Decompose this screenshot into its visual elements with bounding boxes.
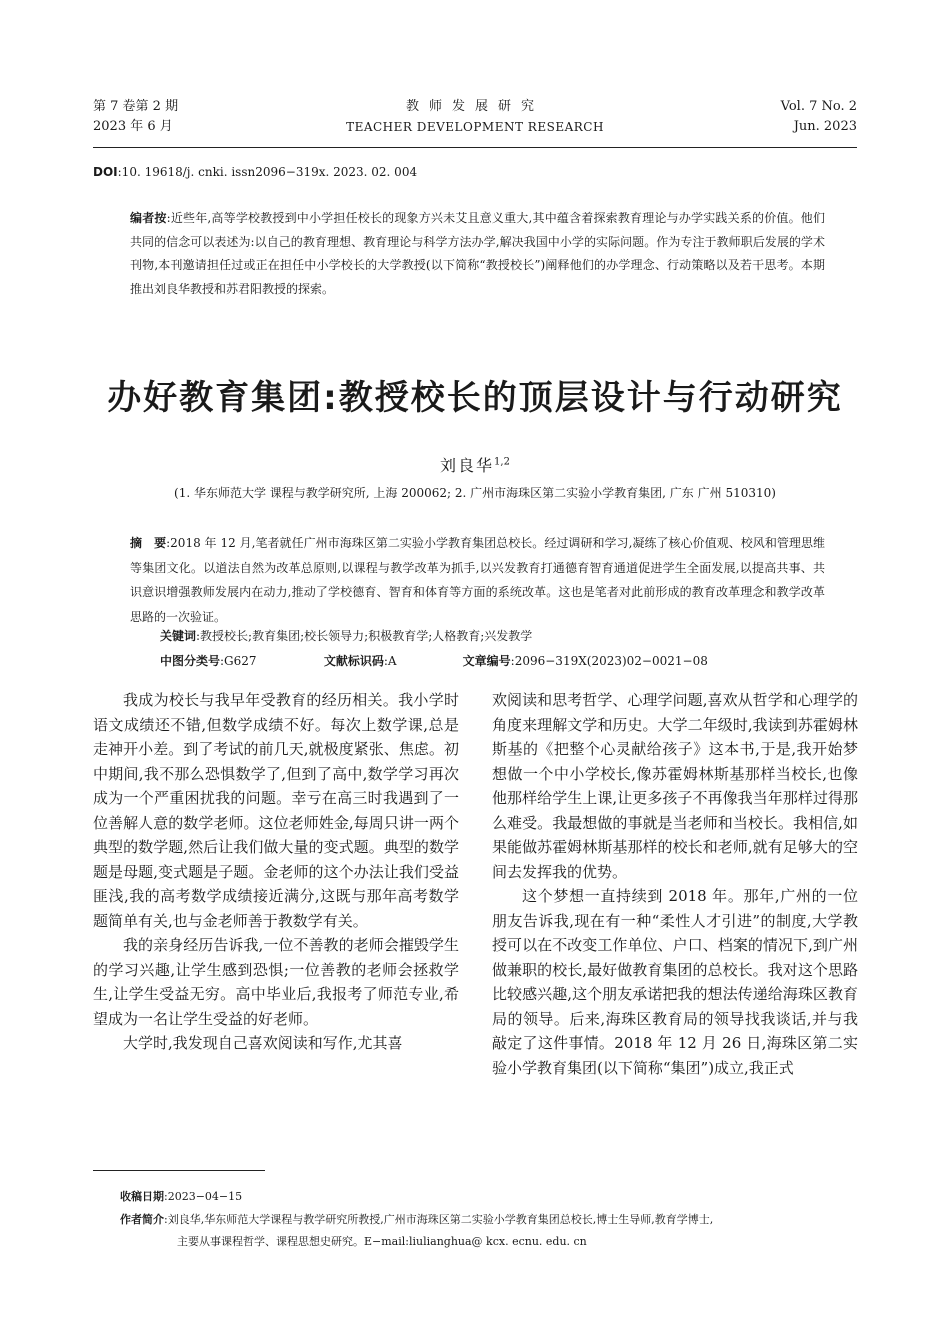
publication-date-en: Jun. 2023 bbox=[793, 119, 857, 134]
doi-line bbox=[93, 165, 417, 179]
received-date bbox=[120, 1186, 860, 1208]
art-label: 文章编号 bbox=[462, 654, 511, 668]
clc-value: :G627 bbox=[220, 654, 257, 668]
clc-code bbox=[160, 652, 320, 669]
author-bio-continued: 主要从事课程哲学、课程思想史研究。E−mail:liulianghua@ kcx. ecnu. edu. cn bbox=[177, 1235, 587, 1248]
affiliation: (1. 华东师范大学 课程与教学研究所, 上海 200062; 2. 广州市海珠区第二实验小学教育集团, 广东 广州 510310) bbox=[174, 486, 776, 500]
publication-date: 2023 年 6 月 bbox=[93, 119, 173, 134]
doc-value: :A bbox=[383, 654, 397, 668]
keywords-text: :教授校长;教育集团;校长领导力;积极教育学;人格教育;兴发教学 bbox=[196, 629, 533, 643]
volume-issue: 第 7 卷第 2 期 bbox=[93, 99, 179, 114]
body-paragraph: 欢阅读和思考哲学、心理学问题,喜欢从哲学和心理学的角度来理解文学和历史。大学二年级时,我读到苏霍姆林斯基的《把整个心灵献给孩子》这本书,于是,我开始梦想做一个中小学校长,像苏霍姆林斯基那样当校长,也像他那样给学生上课,让更多孩子不再像我当年那样过得那么难受。我最想做的事就是当老师和当校长。我相信,如果能做苏霍姆林斯基那样的校长和老师,就有足够大的空间去发挥我的优势。 bbox=[492, 691, 858, 881]
author bbox=[0, 453, 950, 476]
body-paragraph: 我的亲身经历告诉我,一位不善教的老师会摧毁学生的学习兴趣,让学生感到恐惧;一位善教的老师会拯救学生,让学生受益无穷。高中毕业后,我报考了师范专业,希望成为一名让学生受益的好老师。 bbox=[93, 936, 459, 1028]
doi-value: :10. 19618/j. cnki. issn2096−319x. 2023. 02. 004 bbox=[117, 165, 418, 179]
body-column-right bbox=[492, 688, 858, 1080]
body-column-left bbox=[93, 688, 459, 1056]
editor-note bbox=[130, 207, 825, 301]
doc-label: 文献标识码 bbox=[323, 654, 384, 668]
header-rule bbox=[93, 147, 857, 148]
volume-issue-en: Vol. 7 No. 2 bbox=[780, 99, 857, 114]
keywords-label: 关键词 bbox=[160, 629, 197, 643]
author-name: 刘良华 bbox=[440, 456, 495, 475]
abstract-text: :2018 年 12 月,笔者就任广州市海珠区第二实验小学教育集团总校长。经过调研和学习,凝练了核心价值观、校风和管理思维等集团文化。以道法自然为改革总原则,以课程与教学改革为抓手,以兴发教育打通德育智育通道促进学生全面发展,以提高共事、共识意识增强教师发展内在动力,推动了学校德育、智育和体育等方面的系统改革。这也是笔者对此前形成的教育改革理念和教学改革思路的一次验证。 bbox=[130, 536, 825, 624]
journal-title-cn: 教师发展研究 bbox=[405, 99, 544, 114]
author-affiliation-marker: 1,2 bbox=[494, 456, 510, 468]
keywords bbox=[160, 627, 532, 644]
body-paragraph: 这个梦想一直持续到 2018 年。那年,广州的一位朋友告诉我,现在有一种“柔性人才引进”的制度,大学教授可以在不改变工作单位、户口、档案的情况下,到广州做兼职的校长,最好做教育集团的总校长。我对这个思路比较感兴趣,这个朋友承诺把我的想法传递给海珠区教育局的领导。后来,海珠区教育局的领导找我谈话,并与我敲定了这件事情。2018 年 12 月 26 日,海珠区第二实验小学教育集团(以下简称“集团”)成立,我正式 bbox=[492, 887, 858, 1077]
editor-note-text: :近些年,高等学校教授到中小学担任校长的现象方兴未艾且意义重大,其中蕴含着探索教育理论与办学实践关系的价值。他们共同的信念可以表述为:以自己的教育理想、教育理论与科学方法办学,解决我国中小学的实际问题。作为专注于教师职后发展的学术刊物,本刊邀请担任过或正在担任中小学校长的大学教授(以下简称“教授校长”)阐释他们的办学理念、行动策略以及若干思考。本期推出刘良华教授和苏君阳教授的探索。 bbox=[130, 211, 825, 296]
article-number bbox=[463, 652, 708, 669]
author-bio bbox=[120, 1209, 860, 1231]
classification-line bbox=[160, 652, 825, 669]
body-paragraph: 大学时,我发现自己喜欢阅读和写作,尤其喜 bbox=[123, 1034, 403, 1052]
article-title: 办好教育集团:教授校长的顶层设计与行动研究 bbox=[107, 378, 843, 418]
editor-note-label: 编者按 bbox=[130, 211, 167, 225]
bio-label: 作者简介 bbox=[120, 1213, 164, 1226]
received-label: 收稿日期 bbox=[120, 1190, 164, 1203]
art-value: :2096−319X(2023)02−0021−08 bbox=[510, 654, 708, 668]
journal-title-en: TEACHER DEVELOPMENT RESEARCH bbox=[346, 120, 604, 134]
body-paragraph: 我成为校长与我早年受教育的经历相关。我小学时语文成绩还不错,但数学成绩不好。每次上数学课,总是走神开小差。到了考试的前几天,就极度紧张、焦虑。初中期间,我不那么恐惧数学了,但到了高中,数学学习再次成为一个严重困扰我的问题。幸亏在高三时我遇到了一位善解人意的数学老师。这位老师姓金,每周只讲一两个典型的数学题,然后让我们做大量的变式题。典型的数学题是母题,变式题是子题。金老师的这个办法让我们受益匪浅,我的高考数学成绩接近满分,这既与那年高考数学题简单有关,也与金老师善于教数学有关。 bbox=[93, 691, 459, 930]
received-value: :2023−04−15 bbox=[164, 1190, 243, 1203]
clc-label: 中图分类号 bbox=[160, 654, 221, 668]
doi-label: DOI bbox=[93, 165, 118, 179]
abstract bbox=[130, 531, 825, 629]
abstract-label: 摘 要 bbox=[130, 536, 167, 550]
doc-code bbox=[324, 652, 459, 669]
footnote-rule bbox=[93, 1170, 265, 1171]
bio-line1: :刘良华,华东师范大学课程与教学研究所教授,广州市海珠区第二实验小学教育集团总校长,博士生导师,教育学博士, bbox=[164, 1213, 714, 1226]
